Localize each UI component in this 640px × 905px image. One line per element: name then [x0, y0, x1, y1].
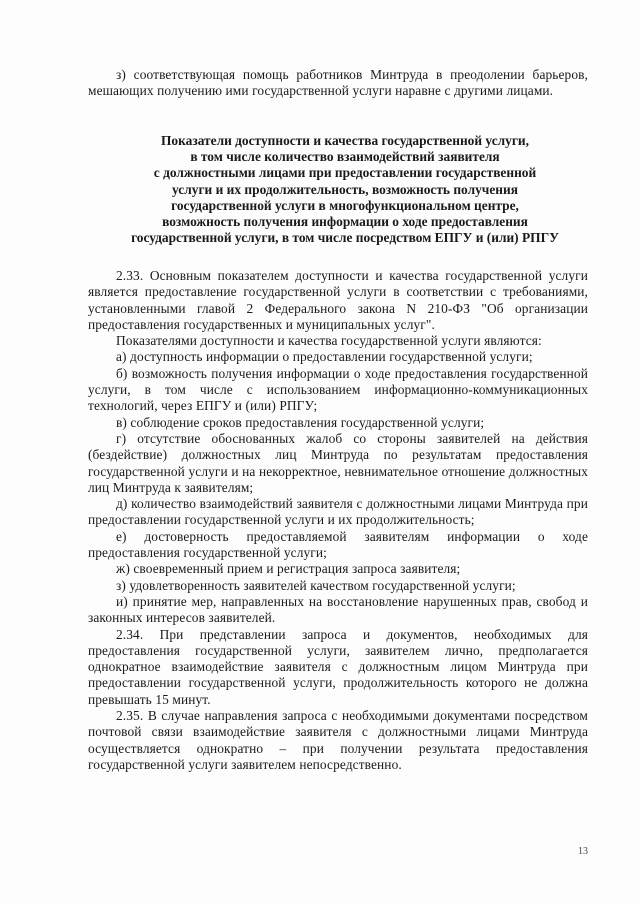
heading-line: государственной услуги в многофункциональном центре, — [171, 197, 519, 213]
heading-line: Показатели доступности и качества государственной услуги, — [161, 133, 529, 148]
body-text — [88, 268, 588, 773]
heading-line: услуги и их продолжительность, возможность получения — [172, 181, 518, 197]
heading-line: с должностными лицами при предоставлении государственной — [153, 165, 537, 181]
heading-line: государственной услуги, в том числе посредством ЕПГУ и (или) РПГУ — [131, 230, 559, 246]
heading-line: возможность получения информации о ходе предоставления — [162, 214, 528, 230]
list-item-zh: ж) своевременный прием и регистрация запроса заявителя; — [116, 561, 461, 577]
section-heading — [95, 133, 595, 246]
list-item-a: а) доступность информации о предоставлении государственной услуги; — [116, 349, 533, 365]
list-item-i: и) принятие мер, направленных на восстановление нарушенных прав, свобод и законных интересов заявителей. — [88, 593, 588, 626]
list-item-d: д) количество взаимодействий заявителя с должностными лицами Минтруда при предоставлении государственной услуги и их продолжительность; — [88, 496, 588, 528]
paragraph-2-34: 2.34. При представлении запроса и документов, необходимых для предоставления государственной услуги, заявителем лично, предполагается однократное взаимодействие заявителя с должностным лицом Минтруда при предоставлении государственной услуги, продолжительность которого не должна превышать 15 минут. — [88, 626, 588, 707]
list-item-e: е) достоверность предоставляемой заявителям информации о ходе предоставления государственной услуги; — [88, 528, 588, 561]
list-item-g: г) отсутствие обоснованных жалоб со стороны заявителей на действия (бездействие) должностных лиц Минтруда по результатам предоставления государственной услуги и на некорректное, невнимательное отношение должностных лиц Минтруда к заявителям; — [88, 430, 588, 495]
intro-block — [88, 67, 588, 100]
list-item-v: в) соблюдение сроков предоставления государственной услуги; — [116, 414, 485, 430]
paragraph-2-35: 2.35. В случае направления запроса с необходимыми документами посредством почтовой связи взаимодействие заявителя с должностными лицами Минтруда осуществляется однократно – при получении результата предоставления государственной услуги заявителем непосредственно. — [88, 708, 588, 772]
heading-line: в том числе количество взаимодействий заявителя — [190, 149, 500, 165]
list-item-z2: з) удовлетворенность заявителей качеством государственной услуги; — [116, 577, 516, 593]
paragraph-2-33: 2.33. Основным показателем доступности и качества государственной услуги является предоставление государственной услуги в соответствии с требованиями, установленными главой 2 Федерального закона N 210-ФЗ "Об организации предоставления государственных и муниципальных услуг". — [88, 268, 588, 332]
list-item-b: б) возможность получения информации о ходе предоставления государственной услуги, в том числе с использованием информационно-коммуникационных технологий, через ЕПГУ и (или) РПГУ; — [88, 365, 588, 414]
indicators-intro: Показателями доступности и качества государственной услуги являются: — [116, 333, 542, 349]
list-item-z: з) соответствующая помощь работников Минтруда в преодолении барьеров, мешающих получению ими государственной услуги наравне с другими лицами. — [88, 67, 588, 99]
page-number: 13 — [578, 846, 588, 857]
